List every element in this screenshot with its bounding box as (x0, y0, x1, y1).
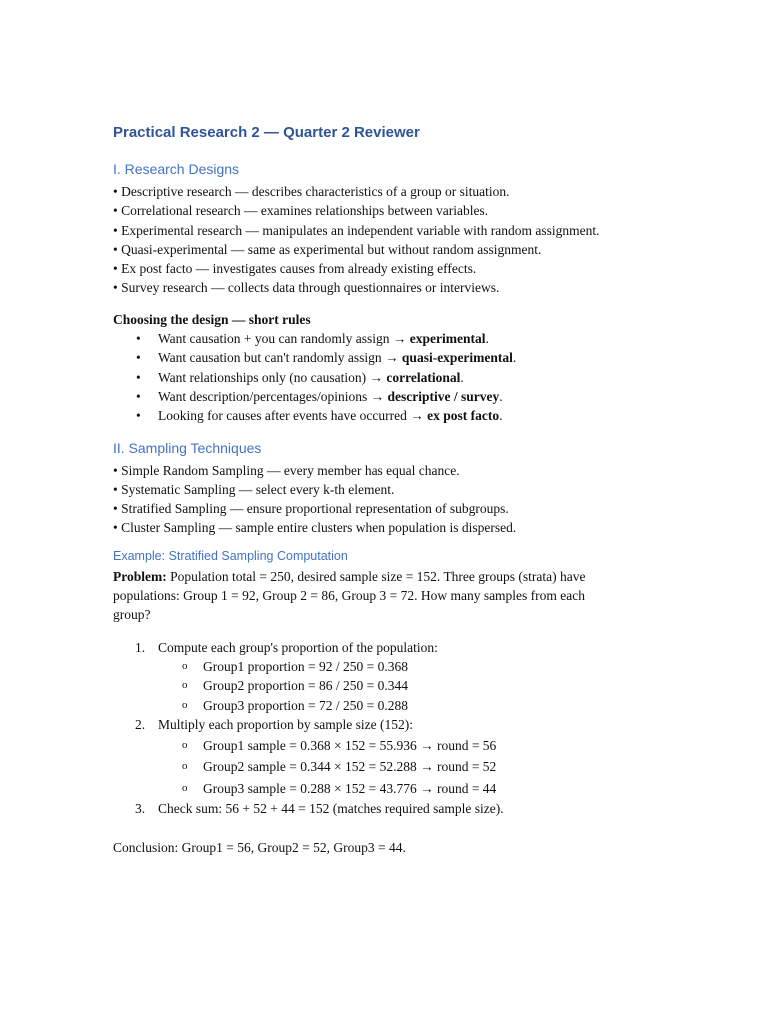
list-item: • Looking for causes after events have occurred → ex post facto. (113, 406, 658, 425)
step-item: 1. Compute each group's proportion of the population: (135, 639, 438, 655)
list-item: • Want description/percentages/opinions → descriptive / survey. (113, 387, 658, 406)
problem-label: Problem: (113, 568, 167, 584)
design-rules-list (113, 329, 658, 425)
list-item: • Systematic Sampling — select every k-th element. (113, 481, 395, 497)
sub-item: o Group1 sample = 0.368 × 152 = 55.936 → round = 56 (182, 737, 497, 753)
list-item: • Survey research — collects data through questionnaires or interviews. (113, 280, 500, 296)
design-rules-heading: Choosing the design — short rules (113, 311, 311, 327)
document-page (113, 124, 658, 857)
list-item: • Cluster Sampling — sample entire clusters when population is dispersed. (113, 520, 517, 536)
sub-item: o Group3 sample = 0.288 × 152 = 43.776 → round = 44 (182, 780, 497, 796)
list-item: • Want causation + you can randomly assign → experimental. (113, 329, 658, 348)
sub-item: o Group3 proportion = 72 / 250 = 0.288 (182, 697, 408, 713)
list-item: • Stratified Sampling — ensure proportional representation of subgroups. (113, 501, 509, 517)
list-item: • Ex post facto — investigates causes from already existing effects. (113, 261, 477, 277)
list-item: • Descriptive research — describes characteristics of a group or situation. (113, 184, 510, 199)
section-heading-research-designs: I. Research Designs (113, 161, 240, 177)
steps-list (113, 638, 658, 819)
sub-item: o Group2 sample = 0.344 × 152 = 52.288 → round = 52 (182, 759, 497, 775)
sub-item: o Group1 proportion = 92 / 250 = 0.368 (182, 658, 408, 674)
document-title: Practical Research 2 — Quarter 2 Reviewer (113, 124, 420, 141)
list-item: • Want causation but can't randomly assign → quasi-experimental. (113, 348, 658, 367)
list-item: • Correlational research — examines relationships between variables. (113, 203, 489, 219)
conclusion: Conclusion: Group1 = 56, Group2 = 52, Group3 = 44. (113, 839, 406, 855)
example-heading: Example: Stratified Sampling Computation (113, 548, 348, 563)
section-heading-sampling: II. Sampling Techniques (113, 439, 262, 456)
step-item: 2. Multiply each proportion by sample size (152): (135, 717, 413, 733)
list-item: • Quasi-experimental — same as experimental but without random assignment. (113, 241, 542, 257)
problem-statement: Problem: Population total = 250, desired sample size = 152. Three groups (strata) have populations: Group 1 = 92, Group 2 = 86, Group 3 = 72. How many samples from each group? (113, 568, 586, 623)
sub-item: o Group2 proportion = 86 / 250 = 0.344 (182, 678, 408, 694)
list-item: • Want relationships only (no causation) → correlational. (113, 368, 658, 387)
sampling-techniques-list (113, 461, 658, 538)
step-item: 3. Check sum: 56 + 52 + 44 = 152 (matches required sample size). (135, 801, 504, 817)
list-item: • Experimental research — manipulates an independent variable with random assignment. (113, 222, 600, 238)
list-item: • Simple Random Sampling — every member has equal chance. (113, 462, 460, 478)
research-designs-list (113, 182, 658, 298)
